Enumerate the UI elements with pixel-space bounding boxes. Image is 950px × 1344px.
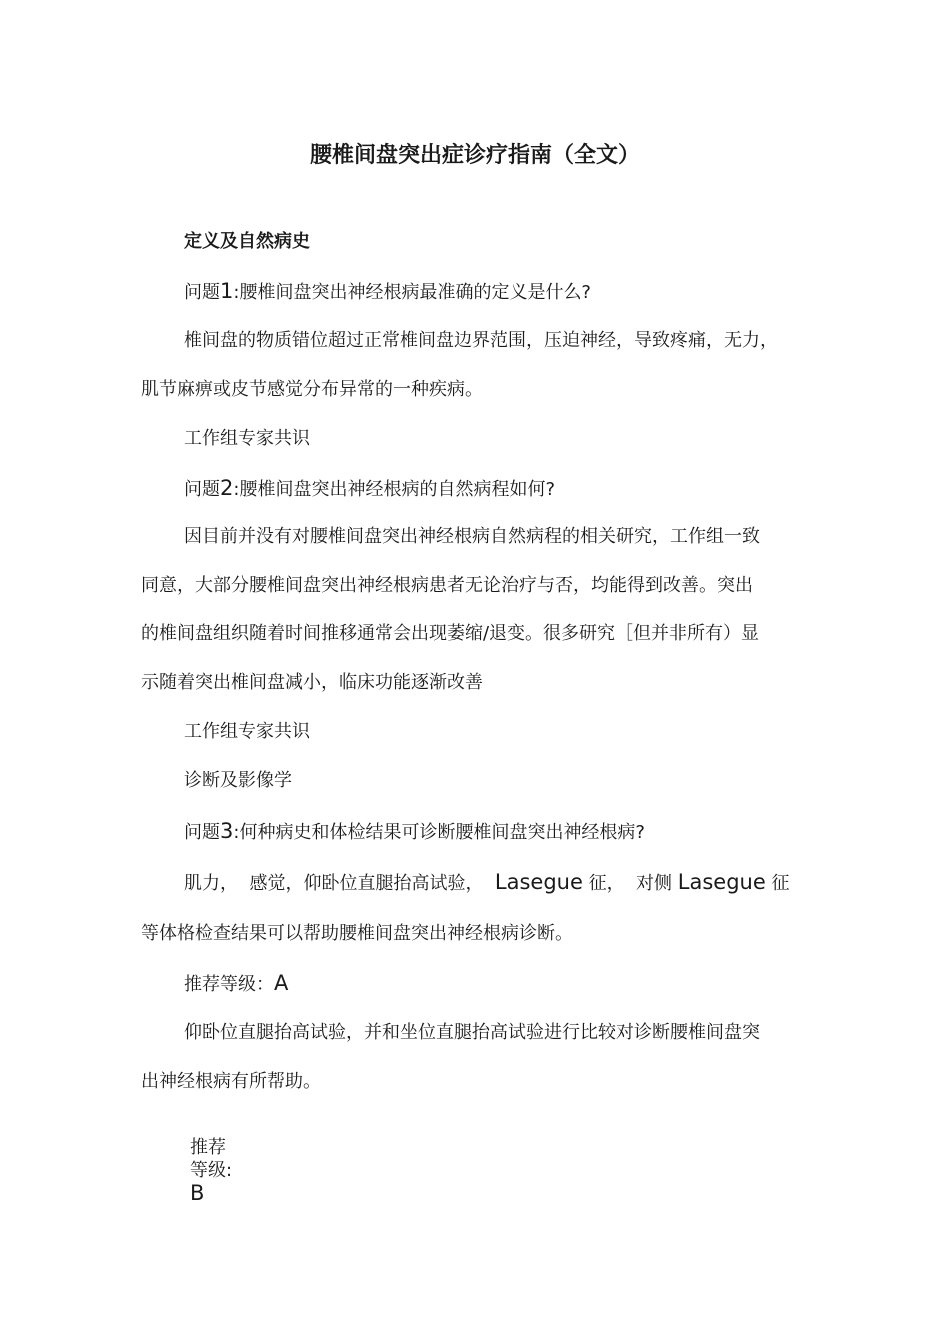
question-3-prefix: 问题 — [184, 822, 220, 843]
grade-b-value: B — [190, 1181, 205, 1205]
question-1-number: 1 — [220, 279, 234, 303]
consensus-note-1: 工作组专家共识 — [184, 428, 310, 449]
question-3-text: :何种病史和体检结果可诊断腰椎间盘突出神经根病? — [233, 822, 645, 843]
question-2 — [184, 475, 555, 503]
section-heading-definition: 定义及自然病史 — [184, 231, 310, 252]
lasegue-term-1: Lasegue — [494, 870, 583, 894]
answer-1-line-1: 椎间盘的物质错位超过正常椎间盘边界范围，压迫神经，导致疼痛，无力， — [184, 330, 778, 351]
recommendation-grade-b — [190, 1136, 250, 1205]
question-1 — [184, 278, 591, 306]
answer-3-segment-3: 征 — [765, 873, 790, 894]
answer-3-segment-2: 征， 对侧 — [582, 873, 678, 894]
answer-2-line-4: 示随着突出椎间盘减小，临床功能逐渐改善 — [141, 672, 483, 693]
lasegue-term-2: Lasegue — [677, 870, 766, 894]
answer-2-line-1: 因目前并没有对腰椎间盘突出神经根病自然病程的相关研究，工作组一致 — [184, 526, 760, 547]
question-1-text: :腰椎间盘突出神经根病最准确的定义是什么? — [233, 282, 591, 303]
grade-b-label-line-1: 推荐 — [190, 1137, 226, 1158]
grade-a-value: A — [274, 971, 289, 995]
answer-1-line-2: 肌节麻痹或皮节感觉分布异常的一种疾病。 — [141, 379, 483, 400]
question-3-number: 3 — [220, 819, 234, 843]
question-1-prefix: 问题 — [184, 282, 220, 303]
answer-3-segment-1: 肌力， 感觉，仰卧位直腿抬高试验， — [184, 873, 495, 894]
answer-3-line-1 — [184, 869, 790, 897]
answer-3-line-2: 等体格检查结果可以帮助腰椎间盘突出神经根病诊断。 — [141, 923, 573, 944]
question-2-text: :腰椎间盘突出神经根病的自然病程如何? — [233, 479, 555, 500]
question-2-number: 2 — [220, 476, 234, 500]
grade-a-label: 推荐等级： — [184, 974, 274, 995]
answer-4-line-2: 出神经根病有所帮助。 — [141, 1071, 321, 1092]
recommendation-grade-a — [184, 970, 288, 998]
document-title: 腰椎间盘突出症诊疗指南（全文） — [309, 143, 640, 168]
consensus-note-2: 工作组专家共识 — [184, 721, 310, 742]
section-heading-diagnosis: 诊断及影像学 — [184, 770, 292, 791]
question-3 — [184, 818, 645, 846]
question-2-prefix: 问题 — [184, 479, 220, 500]
answer-2-line-3: 的椎间盘组织随着时间推移通常会出现萎缩/退变。很多研究［但并非所有）显 — [141, 623, 760, 644]
answer-4-line-1: 仰卧位直腿抬高试验，并和坐位直腿抬高试验进行比较对诊断腰椎间盘突 — [184, 1022, 760, 1043]
answer-2-line-2: 同意，大部分腰椎间盘突出神经根病患者无论治疗与否，均能得到改善。突出 — [141, 575, 753, 596]
grade-b-label-line-2: 等级: — [190, 1160, 233, 1181]
